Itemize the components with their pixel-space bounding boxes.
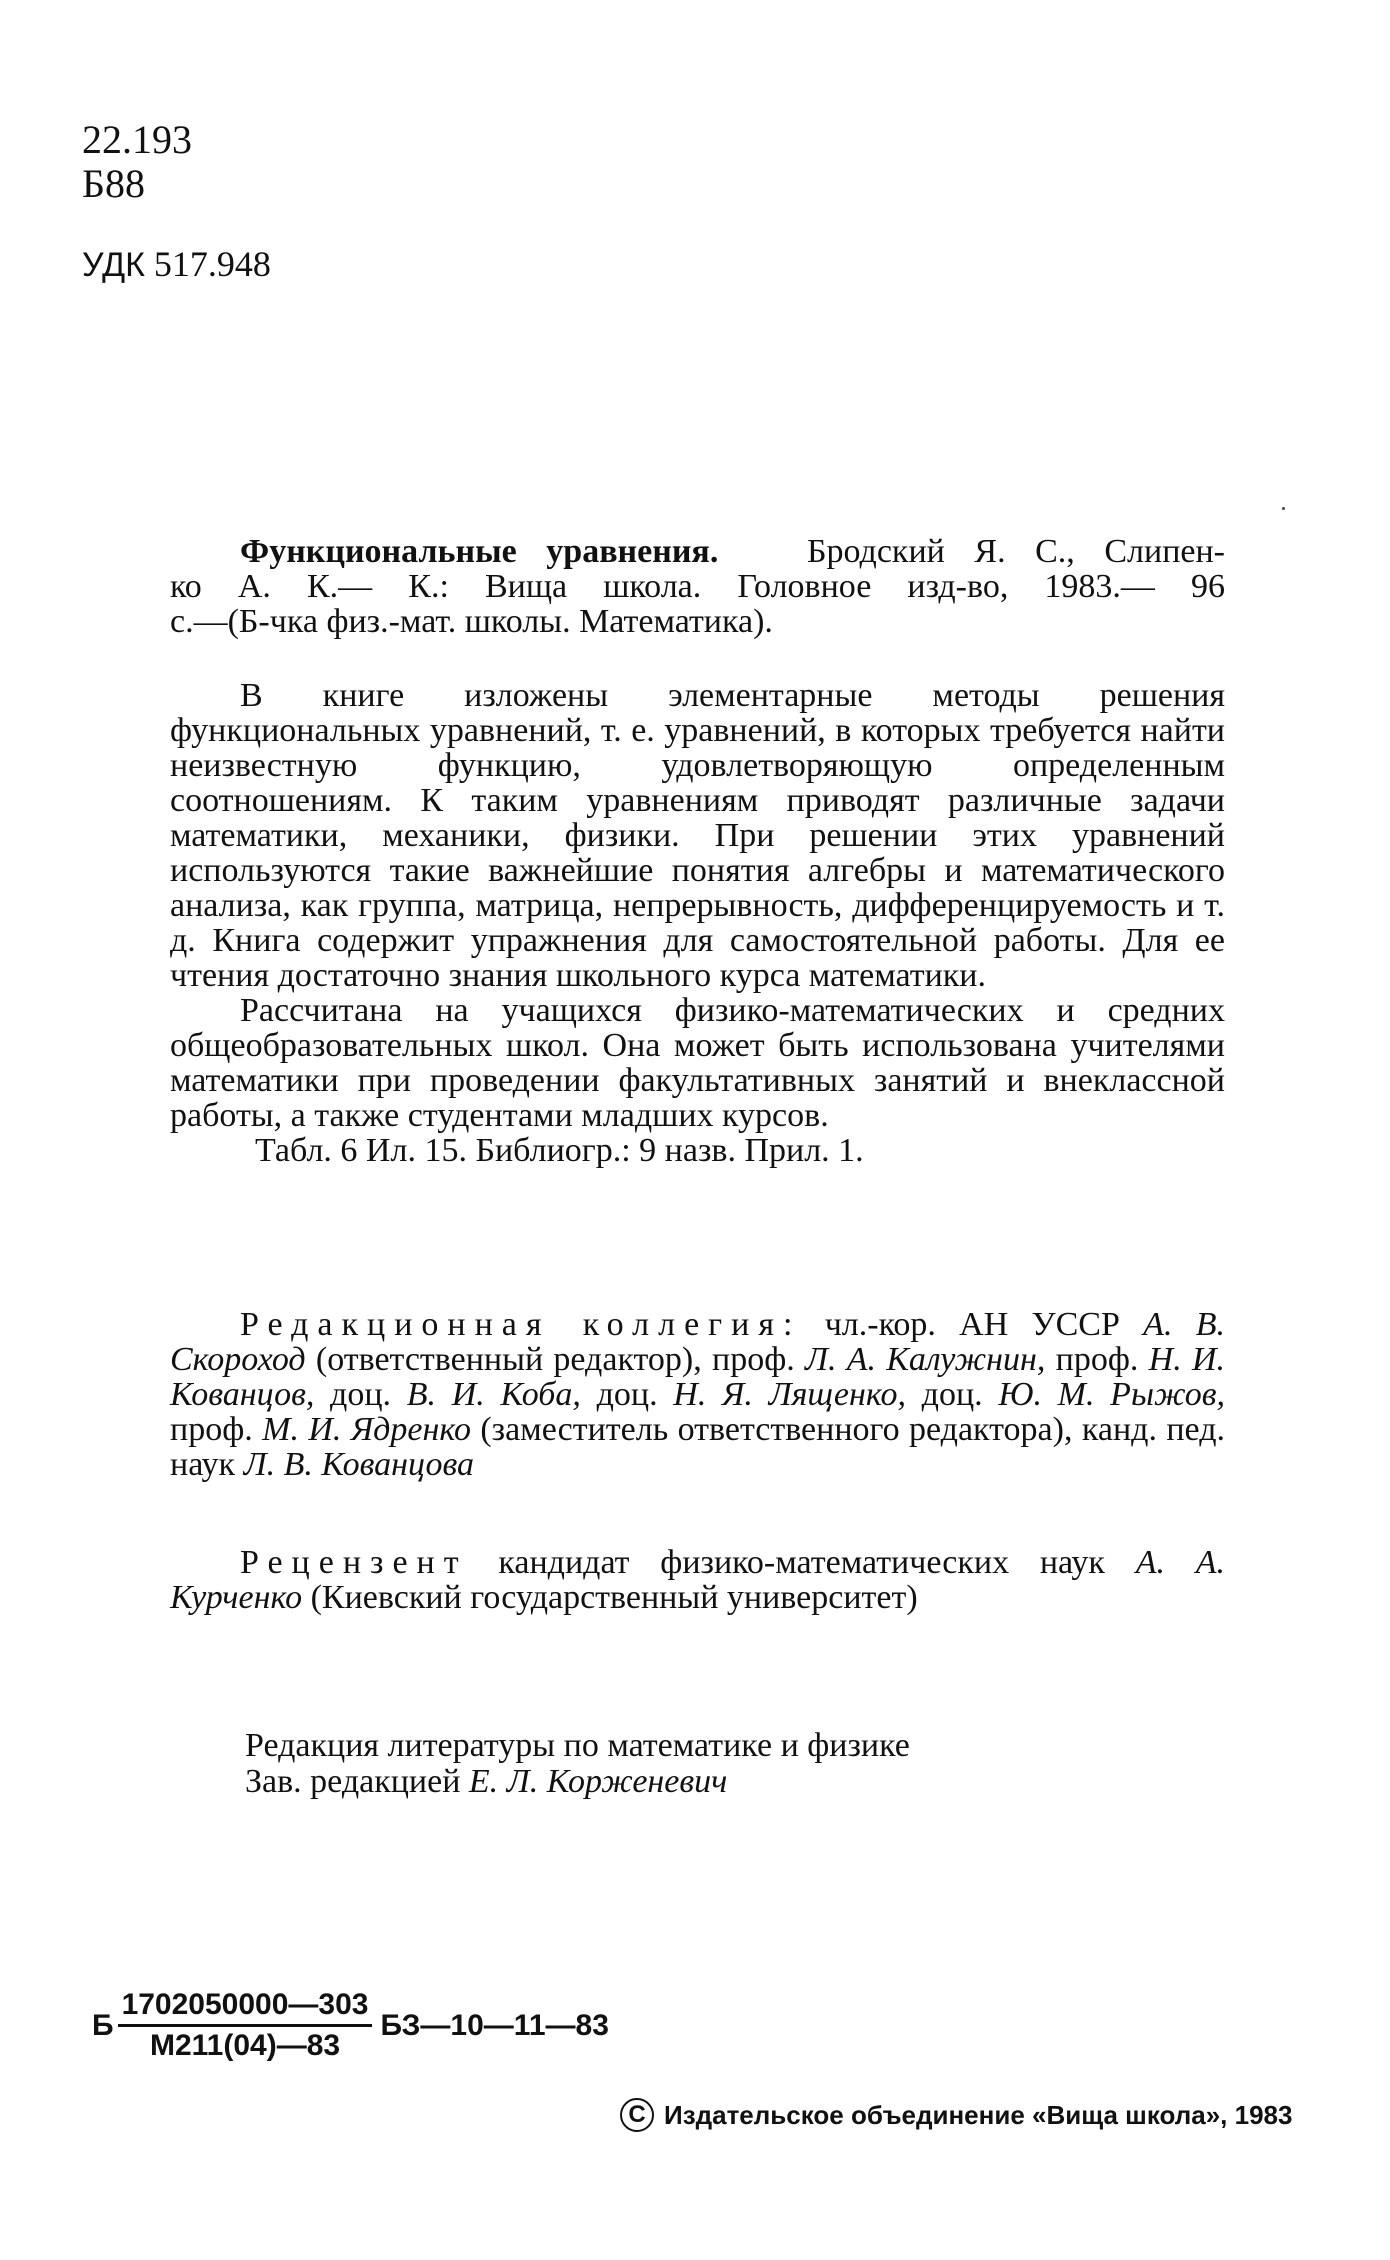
book-title: Функциональные уравнения. [240, 533, 719, 570]
annotation-paragraph-3: Табл. 6 Ил. 15. Библиогр.: 9 назв. Прил. 1. [255, 1132, 864, 1169]
reviewer-heading: Рецензент [240, 1544, 468, 1581]
editorial-board-heading: Редакционная коллегия: [240, 1306, 802, 1343]
editor-name-5: Н. Я. Лященко, [673, 1376, 906, 1413]
editorial-text-6: доц. [905, 1376, 999, 1413]
biblio-line-1 [170, 534, 1225, 569]
biblio-authors: Бродский Я. С., Слипен- [807, 533, 1226, 570]
editorial-text-3: проф. [1045, 1341, 1149, 1378]
annotation [170, 678, 1225, 1168]
reviewer-text-1: кандидат физико-математических наук [467, 1544, 1136, 1581]
reviewer-text-2: (Киевский государственный университет) [302, 1579, 918, 1616]
redaction-head-label: Зав. редакцией [245, 1763, 469, 1800]
pub-code-denominator: М211(04)—83 [149, 2029, 341, 2062]
redaction-info [245, 1728, 910, 1800]
editor-name-7: М. И. Ядренко [262, 1411, 471, 1448]
editor-name-6: Ю. М. Рыжов, [998, 1376, 1226, 1413]
pub-code-fraction [118, 1988, 373, 2063]
pub-code-suffix: БЗ—10—11—83 [380, 2008, 609, 2042]
reviewer [170, 1545, 1225, 1615]
bibliographic-description [170, 534, 1225, 639]
bbk-code [82, 118, 192, 206]
redaction-line-1: Редакция литературы по математике и физике [245, 1727, 910, 1764]
biblio-line-3: с.—(Б-чка физ.-мат. школы. Математика). [170, 603, 773, 640]
editor-name-2: Л. А. Калужнин, [805, 1341, 1046, 1378]
editorial-board [170, 1307, 1225, 1482]
publication-code [92, 1988, 609, 2063]
pub-code-prefix: Б [92, 2008, 114, 2042]
editor-name-3: Н. И. Кованцов, [170, 1341, 1226, 1413]
editor-name-1: А. В. Скороход [170, 1306, 1225, 1378]
udc-code [82, 244, 271, 285]
annotation-paragraph-1: В книге изложены элементарные методы решения функциональных уравнений, т. е. уравнений, в которых требуется найти неизвестную функцию, удовлетворяющую определенным соотношениям. К таким уравнениям приводят различные задачи математики, механики, физики. При решении этих уравнений используются такие важнейшие понятия алгебры и математического анализа, как группа, матрица, непрерывность, дифференцируемость и т. д. Книга содержит упражнения для самостоятельной работы. Для ее чтения достаточно знания школьного курса математики. [170, 677, 1225, 994]
annotation-paragraph-2: Рассчитана на учащихся физико-математических и средних общеобразовательных школ. Она может быть использована учителями математики при проведении факультативных занятий и внеклассной работы, а также студентами младших курсов. [170, 992, 1225, 1134]
biblio-line-2: ко А. К.— К.: Вища школа. Головное изд-во, 1983.— 96 [170, 568, 1225, 605]
editorial-text-4: доц. [314, 1376, 407, 1413]
editor-name-4: В. И. Коба, [406, 1376, 581, 1413]
udc-label: УДК [82, 246, 145, 284]
copyright-icon: C [620, 2098, 654, 2132]
editorial-text-1: чл.-кор. АН УССР [801, 1306, 1144, 1343]
reviewer-name: А. А. Курченко [170, 1544, 1226, 1616]
editorial-text-8: (заместитель ответственного редактора), канд. пед. наук [170, 1411, 1225, 1483]
editor-name-8: Л. В. Кованцова [243, 1446, 474, 1483]
copyright [620, 2098, 1292, 2132]
editorial-text-7: проф. [170, 1411, 263, 1448]
redaction-line-2 [245, 1764, 910, 1800]
redaction-head-name: Е. Л. Корженевич [468, 1763, 728, 1800]
editorial-text-2: (ответственный редактор), проф. [305, 1341, 805, 1378]
editorial-text-5: доц. [580, 1376, 674, 1413]
bbk-line-2: Б88 [82, 161, 145, 206]
pub-code-numerator: 1702050000—303 [118, 1988, 373, 2027]
bbk-line-1: 22.193 [82, 117, 192, 162]
copyright-text: Издательское объединение «Вища школа», 1983 [664, 2099, 1293, 2130]
scan-speck [1282, 507, 1285, 510]
udc-value: 517.948 [153, 244, 271, 284]
